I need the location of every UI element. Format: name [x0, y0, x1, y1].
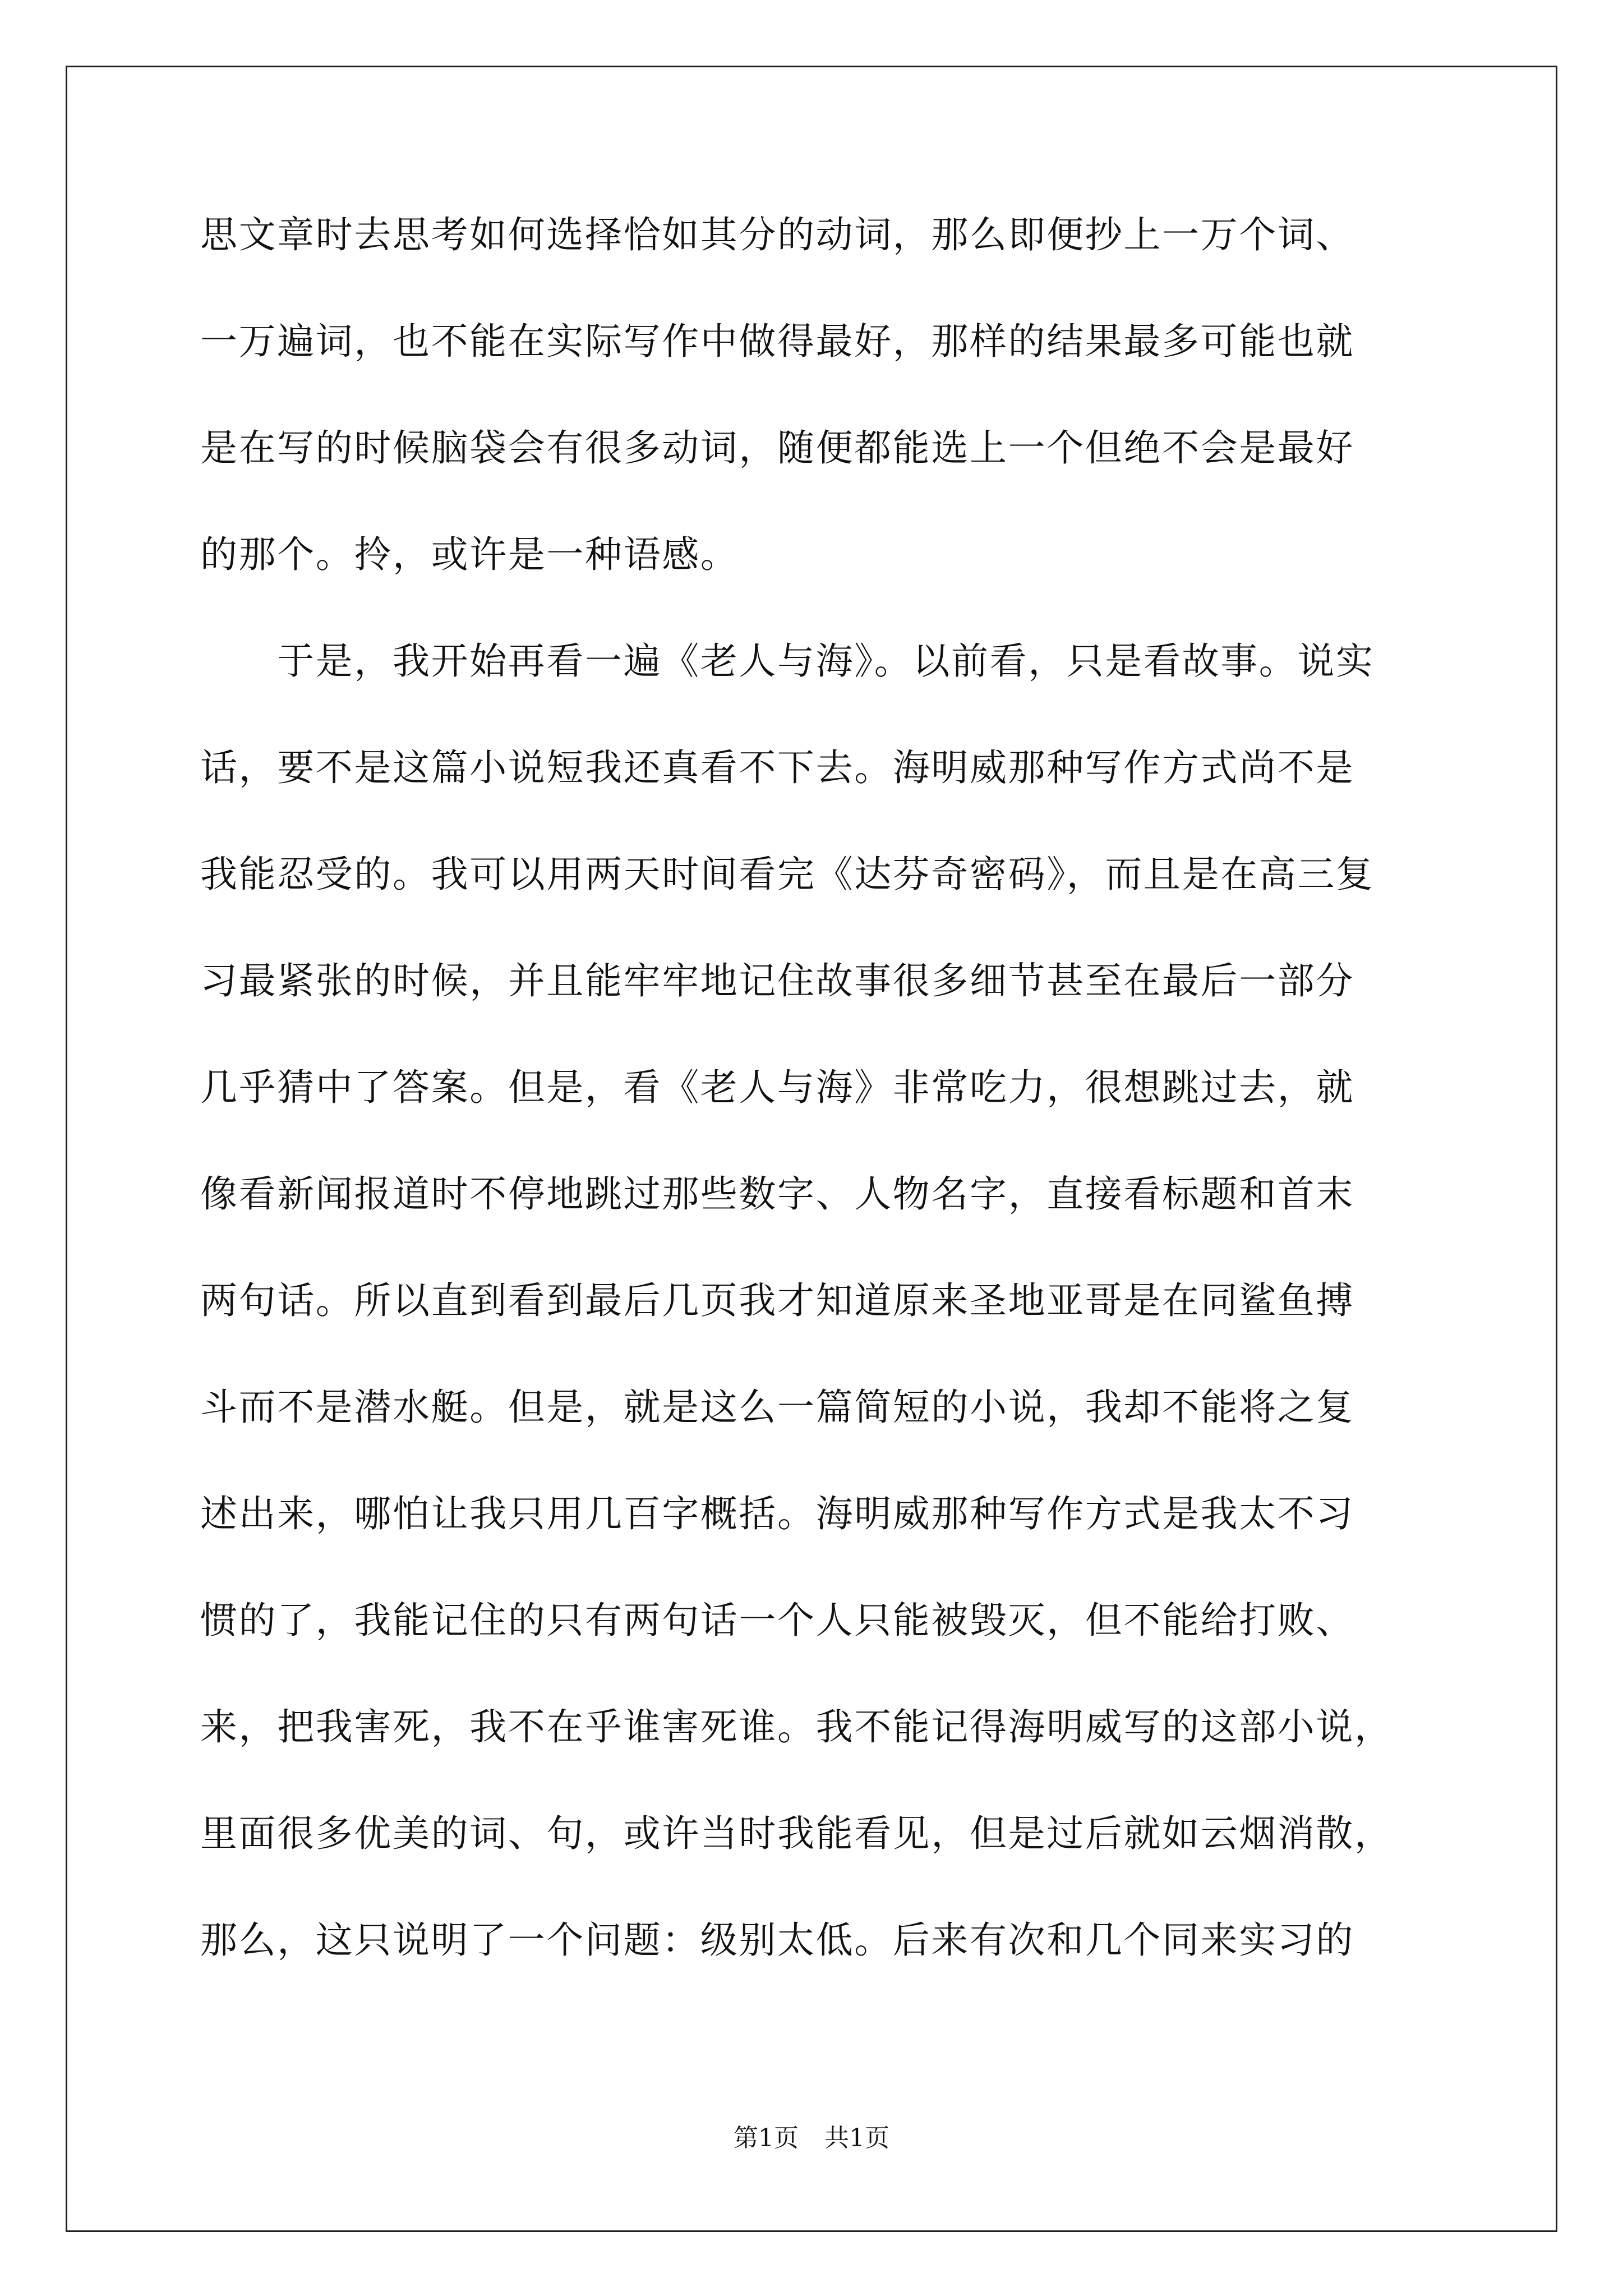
text-line: 来，把我害死，我不在乎谁害死谁。我不能记得海明威写的这部小说，: [200, 1705, 1393, 1749]
page-total: 共1页: [824, 2124, 889, 2152]
text-line: 几乎猜中了答案。但是，看《老人与海》非常吃力，很想跳过去，就: [200, 1066, 1354, 1109]
text-line: 话，要不是这篇小说短我还真看不下去。海明威那种写作方式尚不是: [200, 746, 1354, 789]
text-line: 一万遍词，也不能在实际写作中做得最好，那样的结果最多可能也就: [200, 320, 1354, 363]
text-line: 述出来，哪怕让我只用几百字概括。海明威那种写作方式是我太不习: [200, 1492, 1354, 1535]
text-line: 斗而不是潜水艇。但是，就是这么一篇简短的小说，我却不能将之复: [200, 1386, 1354, 1429]
text-line: 那么，这只说明了一个问题：级别太低。后来有次和几个同来实习的: [200, 1918, 1354, 1962]
document-body: [200, 211, 1434, 2023]
text-line: 思文章时去思考如何选择恰如其分的动词，那么即便抄上一万个词、: [200, 213, 1354, 256]
page-number: 第1页: [734, 2124, 799, 2152]
text-line: 的那个。拎，或许是一种语感。: [200, 533, 739, 576]
text-line: 于是，我开始再看一遍《老人与海》。以前看，只是看故事。说实: [200, 639, 1375, 683]
text-line: 我能忍受的。我可以用两天时间看完《达芬奇密码》，而且是在高三复: [200, 853, 1375, 896]
text-line: 惯的了，我能记住的只有两句话一个人只能被毁灭，但不能给打败、: [200, 1599, 1354, 1642]
page-footer: [0, 2123, 1623, 2154]
text-line: 两句话。所以直到看到最后几页我才知道原来圣地亚哥是在同鲨鱼搏: [200, 1279, 1354, 1322]
text-line: 是在写的时候脑袋会有很多动词，随便都能选上一个但绝不会是最好: [200, 426, 1354, 470]
text-line: 像看新闻报道时不停地跳过那些数字、人物名字，直接看标题和首末: [200, 1172, 1354, 1216]
text-line: 习最紧张的时候，并且能牢牢地记住故事很多细节甚至在最后一部分: [200, 959, 1354, 1002]
text-line: 里面很多优美的词、句，或许当时我能看见，但是过后就如云烟消散，: [200, 1812, 1393, 1855]
